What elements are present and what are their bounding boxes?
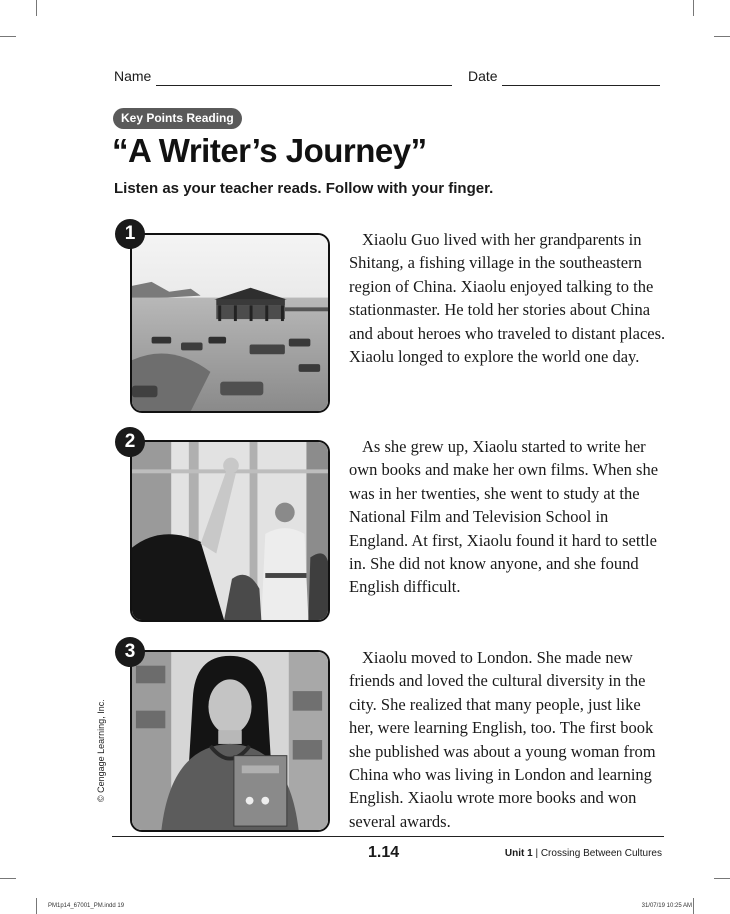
fishing-village-photo: [130, 233, 330, 413]
slug-timestamp: 31/07/19 10:25 AM: [641, 903, 692, 909]
name-date-row: [114, 66, 662, 88]
section-2-text: As she grew up, Xiaolu started to write her own books and make her own films. When she was in her twenties, she went to study at the National Film and Television School in England. At first, Xiaolu found it hard to settle in. She did not know anyone, and she found English difficult.: [349, 437, 659, 597]
footer-divider: [112, 836, 664, 837]
crop-mark: [36, 0, 37, 16]
section-3-text: Xiaolu moved to London. She made new friends and loved the cultural diversity in the city. She realized that many people, just like her, were learning English, too. The first book she published was about a young woman from China who was living in London and learning English. Xiaolu wrote more books and won several awards.: [349, 648, 656, 831]
crop-mark: [693, 898, 694, 914]
section-number: 2: [115, 427, 145, 457]
date-field[interactable]: [502, 85, 660, 86]
crop-mark: [0, 878, 16, 879]
crop-mark: [714, 36, 730, 37]
slug-filename: PM1p14_67001_PM.indd 19: [48, 903, 125, 909]
unit-title: Crossing Between Cultures: [540, 848, 662, 859]
date-label: Date: [468, 68, 498, 84]
section-number: 3: [115, 637, 145, 667]
name-field[interactable]: [156, 85, 452, 86]
page-title: “A Writer’s Journey”: [112, 132, 427, 169]
unit-separator: |: [535, 848, 539, 859]
crop-mark: [693, 0, 694, 16]
unit-label: [505, 848, 662, 859]
name-label: Name: [114, 68, 152, 84]
author-portrait-photo: [130, 650, 330, 832]
instructions: Listen as your teacher reads. Follow with your finger.: [114, 180, 494, 197]
classroom-photo: [130, 440, 330, 622]
copyright-notice: © Cengage Learning, Inc.: [96, 699, 106, 802]
section-number: 1: [115, 219, 145, 249]
crop-mark: [36, 898, 37, 914]
unit-number: Unit 1: [504, 848, 533, 859]
page-number: 1.14: [368, 844, 400, 861]
crop-mark: [714, 878, 730, 879]
section-1-text: Xiaolu Guo lived with her grandparents in Shitang, a fishing village in the southeastern region of China. Xiaolu enjoyed talking to the stationmaster. He told her stories about China and about heroes who traveled to distant places. Xiaolu longed to explore the world one day.: [349, 230, 666, 367]
crop-mark: [0, 36, 16, 37]
key-points-badge: Key Points Reading: [113, 108, 242, 129]
